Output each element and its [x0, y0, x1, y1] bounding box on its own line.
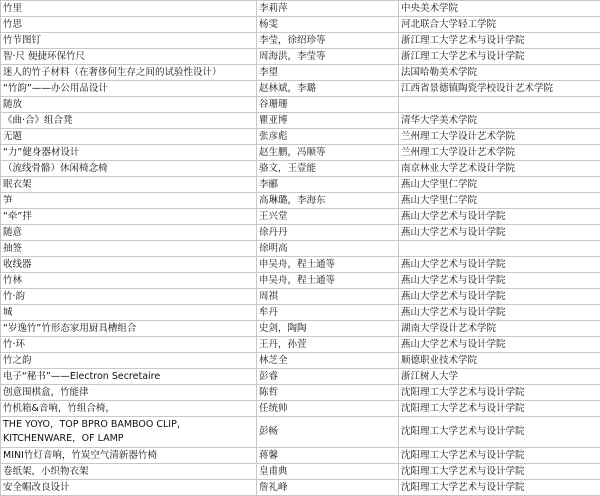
table-row [1, 113, 600, 129]
designer-cell: 李莹，徐绍珍等 [257, 33, 399, 49]
school-cell: 中央美术学院 [399, 1, 600, 17]
designer-cell: 詹礼峰 [257, 480, 399, 496]
table-row [1, 145, 600, 161]
designer-cell: 李望 [257, 65, 399, 81]
work-title-cell: 竹·韵 [1, 289, 257, 305]
designer-cell: 申吴舟，程士通等 [257, 273, 399, 289]
table-row [1, 480, 600, 496]
school-cell: 燕山大学艺术与设计学院 [399, 209, 600, 225]
designer-cell: 彭畅 [257, 417, 399, 448]
work-title-cell: 竹里 [1, 1, 257, 17]
school-cell: 法国哈勒美术学院 [399, 65, 600, 81]
table-row [1, 17, 600, 33]
designer-cell: 周祺 [257, 289, 399, 305]
designer-cell: 蒋馨 [257, 448, 399, 464]
school-cell: 浙江理工大学艺术与设计学院 [399, 33, 600, 49]
school-cell: 沈阳理工大学艺术与设计学院 [399, 401, 600, 417]
work-title-cell: 竹机箱&音响，竹组合椅， [1, 401, 257, 417]
table-row [1, 417, 600, 448]
work-title-cell: 电子“秘书”——Electron Secretaire [1, 369, 257, 385]
work-title-cell: “力”健身器材设计 [1, 145, 257, 161]
designer-cell: 赵林斌，李璐 [257, 81, 399, 97]
table-row [1, 353, 600, 369]
school-cell: 浙江树人大学 [399, 369, 600, 385]
school-cell: 沈阳理工大学艺术与设计学院 [399, 464, 600, 480]
work-title-cell: 竹节图钉 [1, 33, 257, 49]
work-title-cell: 眠衣架 [1, 177, 257, 193]
work-title-cell: 竹思 [1, 17, 257, 33]
table-row [1, 209, 600, 225]
school-cell: 燕山大学艺术与设计学院 [399, 225, 600, 241]
school-cell: 江西省景德镇陶瓷学校设计艺术学院 [399, 81, 600, 97]
school-cell: 沈阳理工大学艺术与设计学院 [399, 448, 600, 464]
school-cell: 浙江理工大学艺术与设计学院 [399, 49, 600, 65]
work-title-cell: “竹韵”——办公用品设计 [1, 81, 257, 97]
designer-cell: 周海洪，李莹等 [257, 49, 399, 65]
work-title-cell: THE YOYO，TOP BPRO BAMBOO CLIP，KITCHENWARE，OF LAMP [1, 417, 257, 448]
table-row [1, 369, 600, 385]
school-cell: 河北联合大学轻工学院 [399, 17, 600, 33]
school-cell: 燕山大学艺术与设计学院 [399, 337, 600, 353]
table-row [1, 1, 600, 17]
work-title-cell: 随放 [1, 97, 257, 113]
school-cell: 燕山大学艺术与设计学院 [399, 305, 600, 321]
work-title-cell: 抽签 [1, 241, 257, 257]
table-row [1, 337, 600, 353]
table-row [1, 257, 600, 273]
table-row [1, 49, 600, 65]
table-row [1, 129, 600, 145]
work-title-cell: 笋 [1, 193, 257, 209]
school-cell: 燕山大学艺术与设计学院 [399, 289, 600, 305]
school-cell: 沈阳理工大学艺术与设计学院 [399, 417, 600, 448]
designer-cell: 王兴堂 [257, 209, 399, 225]
table-row [1, 97, 600, 113]
work-title-cell: 智·尺 便捷环保竹尺 [1, 49, 257, 65]
school-cell: 沈阳理工大学艺术与设计学院 [399, 385, 600, 401]
school-cell: 燕山大学里仁学院 [399, 193, 600, 209]
designer-cell: 骆文，王壹能 [257, 161, 399, 177]
work-title-cell: 竹林 [1, 273, 257, 289]
school-cell: 湖南大学设计艺术学院 [399, 321, 600, 337]
table-row [1, 385, 600, 401]
work-title-cell: “牵”拌 [1, 209, 257, 225]
table-row [1, 273, 600, 289]
work-title-cell: 收线器 [1, 257, 257, 273]
table-row [1, 193, 600, 209]
table-row [1, 321, 600, 337]
designer-cell: 彭睿 [257, 369, 399, 385]
table-row [1, 161, 600, 177]
designer-cell: 李莉萍 [257, 1, 399, 17]
designer-cell: 林芝全 [257, 353, 399, 369]
work-title-cell: 《曲·合》组合凳 [1, 113, 257, 129]
school-cell: 沈阳理工大学艺术与设计学院 [399, 480, 600, 496]
table-row [1, 33, 600, 49]
table-row [1, 81, 600, 97]
work-title-cell: “岁逸竹”竹形态家用厨具槽组合 [1, 321, 257, 337]
school-cell: 顺德职业技术学院 [399, 353, 600, 369]
school-cell: 燕山大学艺术与设计学院 [399, 273, 600, 289]
designer-cell: 徐明高 [257, 241, 399, 257]
designer-cell: 申吴舟，程士通等 [257, 257, 399, 273]
work-title-cell: 迷人的竹子材料（在奢侈何生存之间的试验性设计） [1, 65, 257, 81]
table-row [1, 65, 600, 81]
school-cell [399, 241, 600, 257]
work-title-cell: 卷纸架，小织物衣架 [1, 464, 257, 480]
designer-cell: 谷珊珊 [257, 97, 399, 113]
school-cell: 南京林业大学艺术设计学院 [399, 161, 600, 177]
designer-cell: 徐丹丹 [257, 225, 399, 241]
designer-cell: 牟丹 [257, 305, 399, 321]
work-title-cell: 创意围棋盒，竹能律 [1, 385, 257, 401]
designer-cell: 皇甫典 [257, 464, 399, 480]
designer-cell: 瞿亚博 [257, 113, 399, 129]
designer-cell: 王丹，孙萱 [257, 337, 399, 353]
school-cell: 燕山大学里仁学院 [399, 177, 600, 193]
table-row [1, 401, 600, 417]
designer-cell: 陈哲 [257, 385, 399, 401]
table-row [1, 177, 600, 193]
table-row [1, 241, 600, 257]
work-title-cell: 安全帽改良设计 [1, 480, 257, 496]
designer-cell: 李郦 [257, 177, 399, 193]
designer-cell: 史剑，陶陶 [257, 321, 399, 337]
work-title-cell: 随意 [1, 225, 257, 241]
work-title-cell: 无题 [1, 129, 257, 145]
school-cell: 兰州理工大学设计艺术学院 [399, 129, 600, 145]
school-cell: 燕山大学艺术与设计学院 [399, 257, 600, 273]
table-row [1, 305, 600, 321]
school-cell [399, 97, 600, 113]
designer-cell: 赵生鹏，冯顺等 [257, 145, 399, 161]
entries-table-body [1, 1, 600, 496]
school-cell: 清华大学美术学院 [399, 113, 600, 129]
table-row [1, 464, 600, 480]
designer-cell: 张彦彪 [257, 129, 399, 145]
table-row [1, 448, 600, 464]
school-cell: 兰州理工大学设计艺术学院 [399, 145, 600, 161]
work-title-cell: MINI竹灯音响，竹炭空气清新器竹椅 [1, 448, 257, 464]
work-title-cell: 竹之韵 [1, 353, 257, 369]
designer-cell: 杨雯 [257, 17, 399, 33]
designer-cell: 高琳璐，李海东 [257, 193, 399, 209]
work-title-cell: 城 [1, 305, 257, 321]
work-title-cell: （流线骨骼）休闲椅念椅 [1, 161, 257, 177]
table-row [1, 225, 600, 241]
designer-cell: 任统帅 [257, 401, 399, 417]
table-row [1, 289, 600, 305]
work-title-cell: 竹·环 [1, 337, 257, 353]
